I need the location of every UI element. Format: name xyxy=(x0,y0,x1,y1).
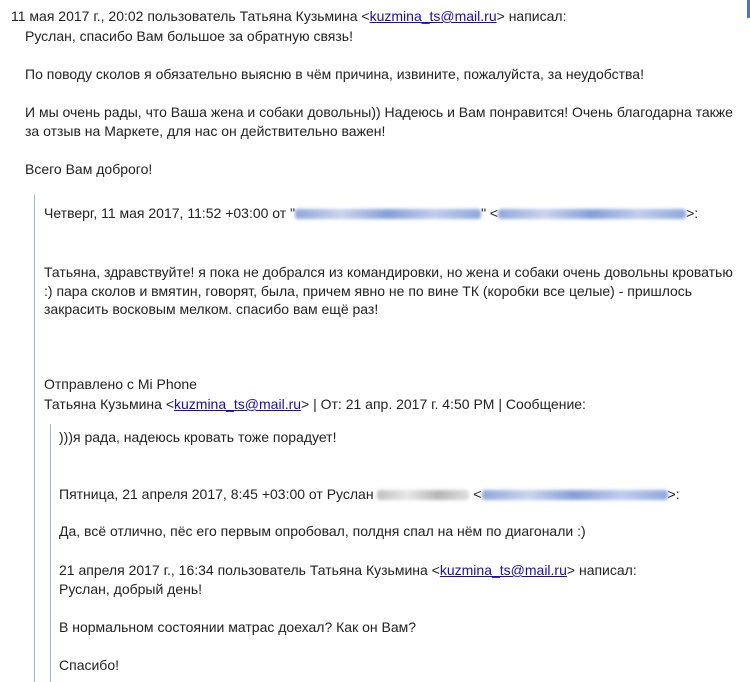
quote2-reply-header-wrote: > написал: xyxy=(566,562,637,578)
quote2-reply-header xyxy=(59,561,637,579)
quote2-paragraph: Да, всё отлично, пёс его первым опробовал, полдня спал на нём по диагонали :) xyxy=(59,523,586,539)
quote2-reply-header-date: 21 апреля 2017 г., 16:34 пользователь Татьяна Кузьмина < xyxy=(59,562,440,578)
sender-email-link[interactable]: kuzmina_ts@mail.ru xyxy=(369,8,497,24)
forward-email-link[interactable]: kuzmina_ts@mail.ru xyxy=(174,396,302,412)
quote2-paragraph: Спасибо! xyxy=(59,657,119,673)
quote1-header xyxy=(44,204,698,222)
quote1-paragraph: закрасить восковым мелком. спасибо вам ещё раз! xyxy=(44,301,379,317)
redacted-sender-name xyxy=(295,209,481,219)
quote2-header-sep: < xyxy=(469,486,482,502)
quote2-paragraph: В нормальном состоянии матрас доехал? Как он Вам? xyxy=(59,619,417,635)
reply-paragraph: Всего Вам доброго! xyxy=(25,161,153,177)
quote2-header-date: Пятница, 21 апреля 2017, 8:45 +03:00 от Руслан xyxy=(59,486,378,502)
quote-bar-level-1 xyxy=(34,195,35,682)
reply-paragraph: По поводу сколов я обязательно выясню в чём причина, извините, пожалуйста, за неудобства! xyxy=(25,66,644,82)
forward-header-rest: > | От: 21 апр. 2017 г. 4:50 PM | Сообщение: xyxy=(301,396,586,412)
reply-header-wrote: > написал: xyxy=(496,8,567,24)
quote1-header-sep: " < xyxy=(481,205,499,221)
quote1-header-date: Четверг, 11 мая 2017, 11:52 +03:00 от " xyxy=(44,205,296,221)
sent-from-signature: Отправлено с Mi Phone xyxy=(44,376,197,392)
reply-header-date: 11 мая 2017 г., 20:02 пользователь Татьяна Кузьмина < xyxy=(11,8,370,24)
forward-header-name: Татьяна Кузьмина < xyxy=(44,396,174,412)
reply-header xyxy=(11,7,566,25)
quote2-paragraph: )))я рада, надеюсь кровать тоже порадует! xyxy=(59,429,337,445)
quote-bar-level-2 xyxy=(50,424,51,682)
quote2-paragraph: Руслан, добрый день! xyxy=(59,581,203,597)
quote1-header-end: >: xyxy=(686,205,699,221)
reply-paragraph: Руслан, спасибо Вам большое за обратную связь! xyxy=(25,28,353,44)
quote1-paragraph: :) пара сколов и вмятин, говорят, была, причем явно не по вине ТК (коробки все целые) - пришлось xyxy=(44,283,693,299)
redacted-sender-email xyxy=(482,490,668,500)
forward-header xyxy=(44,395,586,413)
quote1-paragraph: Татьяна, здравствуйте! я пока не добрался из командировки, но жена и собаки очень довольны кроватью xyxy=(44,264,733,280)
reply-paragraph: И мы очень рады, что Ваша жена и собаки довольны)) Надеюсь и Вам понравится! Очень благодарна также xyxy=(25,104,733,120)
reply-paragraph: за отзыв на Маркете, для нас он действительно важен! xyxy=(25,123,386,139)
quote2-email-link[interactable]: kuzmina_ts@mail.ru xyxy=(439,562,567,578)
quote2-header-end: >: xyxy=(667,486,680,502)
quote2-header xyxy=(59,485,680,503)
redacted-sender-email xyxy=(498,209,686,219)
redacted-surname xyxy=(377,490,469,500)
